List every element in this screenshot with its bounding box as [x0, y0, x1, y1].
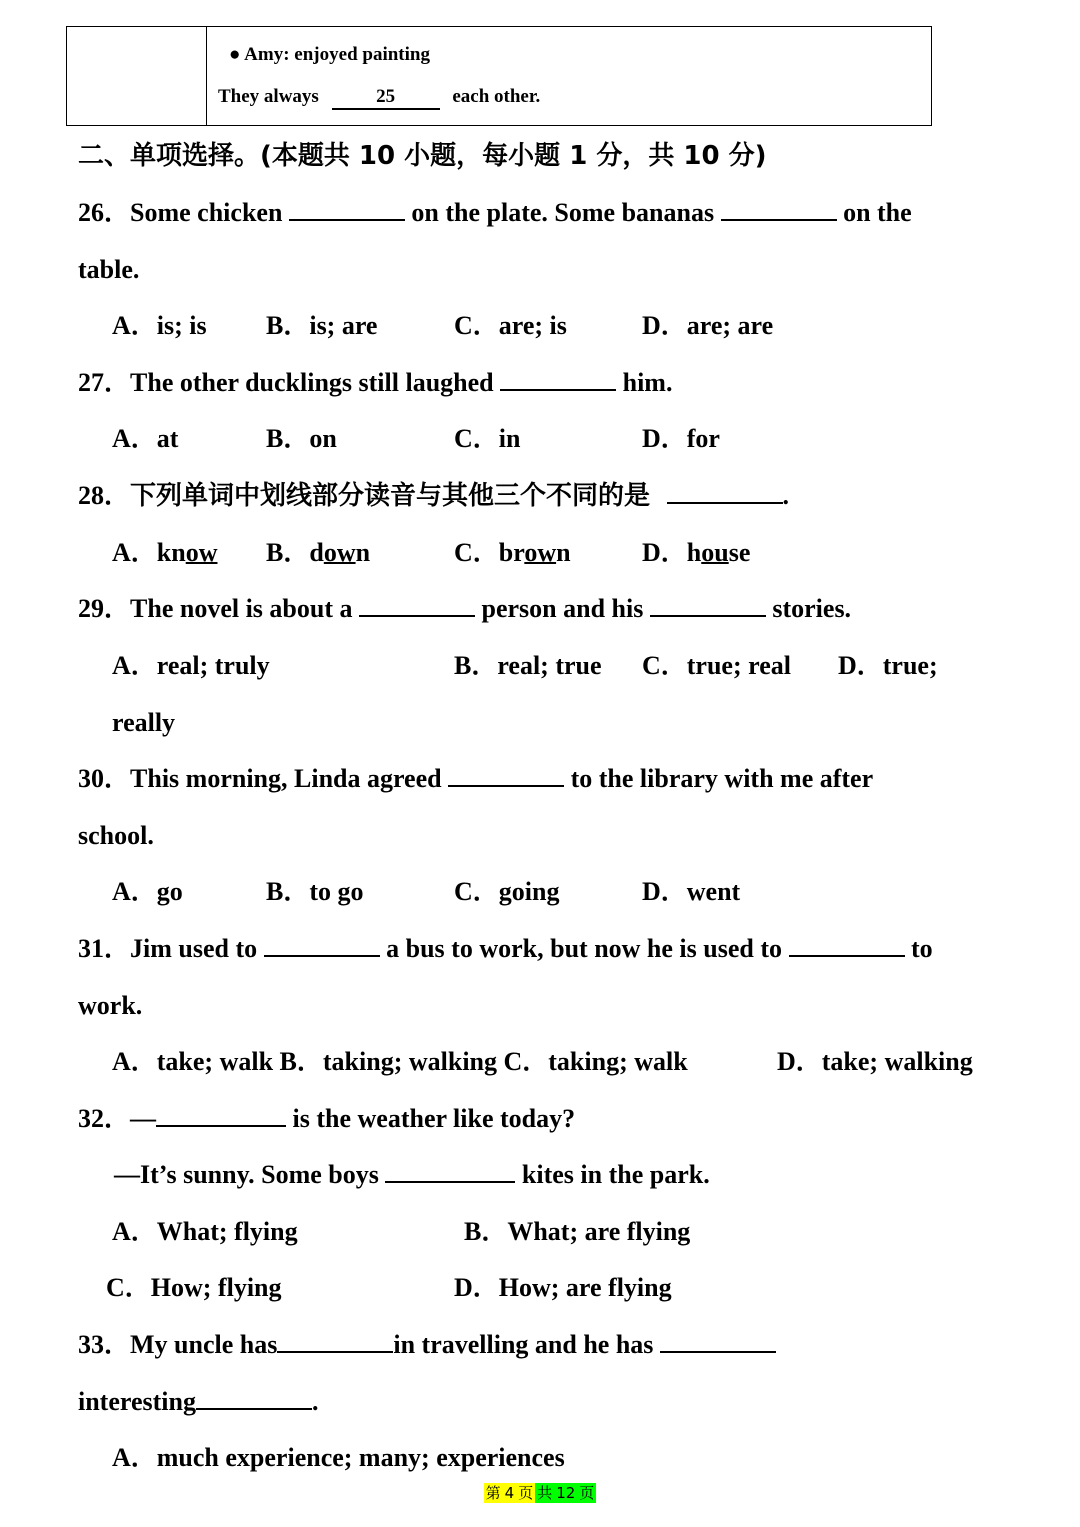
question-text: This morning, Linda agreed [130, 764, 442, 793]
word-part: se [728, 538, 751, 567]
question-text: The other ducklings still laughed [130, 368, 494, 397]
answer-blank [196, 1386, 312, 1410]
answer-blank [650, 593, 766, 617]
question-29 [78, 593, 851, 625]
option-label: C． [454, 538, 499, 567]
reply-text: —It’s sunny. Some boys [114, 1160, 379, 1189]
question-number: 26． [78, 198, 131, 227]
table-blank-25 [332, 86, 440, 110]
question-text: a bus to work, but now he is used to [386, 934, 783, 963]
answer-table [66, 26, 932, 126]
question-text: is the weather like today? [292, 1104, 576, 1133]
question-33 [78, 1329, 776, 1361]
question-number: 30． [78, 764, 131, 793]
option-30-c: C．going [454, 877, 560, 906]
question-text: . [782, 481, 790, 510]
question-30-cont: school. [78, 821, 154, 850]
question-text: in travelling and he has [393, 1330, 654, 1359]
question-33-cont [78, 1386, 318, 1418]
option-32-d: D．How; are flying [454, 1273, 672, 1302]
question-text: person and his [481, 594, 644, 623]
question-number: 28． [78, 481, 131, 510]
option-27-c: C．in [454, 424, 521, 453]
option-label: B． [266, 538, 310, 567]
word-part: br [498, 538, 525, 567]
question-26 [78, 197, 912, 229]
question-number: 33． [78, 1330, 131, 1359]
option-30-b: B．to go [266, 877, 364, 906]
option-29-b: B．real; true [454, 651, 602, 680]
option-29-d: D．true; [838, 651, 938, 680]
question-text: My uncle has [130, 1330, 278, 1359]
option-26-b: B．is; are [266, 311, 378, 340]
answer-blank [667, 480, 783, 504]
footer-di: 第 [485, 1484, 501, 1502]
question-text: Jim used to [130, 934, 258, 963]
underlined-part: ow [185, 538, 218, 567]
option-26-c: C．are; is [454, 311, 567, 340]
question-text: . [311, 1387, 319, 1416]
question-number: 29． [78, 594, 131, 623]
question-text: on the plate. Some bananas [411, 198, 715, 227]
dash: — [130, 1104, 157, 1133]
option-29-c: C．true; real [642, 651, 791, 680]
word-part: d [309, 538, 324, 567]
option-29-a: A．real; truly [112, 651, 270, 680]
option-30-d: D．went [642, 877, 741, 906]
question-26-cont: table. [78, 255, 140, 284]
option-32-b: B．What; are flying [464, 1217, 691, 1246]
question-text: stories. [772, 594, 852, 623]
answer-blank [500, 367, 616, 391]
word-part: kn [156, 538, 186, 567]
option-27-d: D．for [642, 424, 720, 453]
answer-blank [359, 593, 475, 617]
answer-blank [660, 1329, 776, 1353]
table-sentence-pre: They always [218, 86, 319, 107]
footer-ye2: 页 [579, 1484, 595, 1502]
answer-blank [448, 763, 564, 787]
word-part: n [556, 538, 571, 567]
question-number: 27． [78, 368, 131, 397]
question-text: to [911, 934, 933, 963]
option-28-c [454, 537, 571, 569]
question-32 [78, 1103, 575, 1135]
word-part: n [355, 538, 371, 567]
question-text: The novel is about a [130, 594, 353, 623]
option-28-b [266, 537, 370, 569]
question-31-cont: work. [78, 991, 143, 1020]
reply-text: kites in the park. [521, 1160, 710, 1189]
answer-blank [289, 197, 405, 221]
answer-blank [264, 933, 380, 957]
question-text: to the library with me after [570, 764, 874, 793]
option-label: A． [112, 538, 157, 567]
question-31 [78, 933, 933, 965]
table-sentence-post: each other. [452, 86, 541, 107]
answer-blank [789, 933, 905, 957]
question-28 [78, 480, 789, 512]
footer-page-number: 4 [504, 1484, 515, 1502]
options-31-abc: A．take; walk B．taking; walking C．taking; walk [112, 1047, 688, 1076]
question-32-reply [114, 1159, 710, 1191]
option-31-d: D．take; walking [777, 1047, 973, 1076]
question-number: 32． [78, 1104, 131, 1133]
table-divider [206, 27, 207, 125]
question-text: 下列单词中划线部分读音与其他三个不同的是 [130, 481, 651, 511]
option-32-c: C．How; flying [106, 1273, 282, 1302]
underlined-part: ou [701, 538, 729, 567]
option-27-b: B．on [266, 424, 337, 453]
answer-blank [156, 1103, 286, 1127]
answer-blank [721, 197, 837, 221]
answer-blank [385, 1159, 515, 1183]
answer-blank [277, 1329, 393, 1353]
option-33-a: A．much experience; many; experiences [112, 1443, 565, 1472]
question-number: 31． [78, 934, 131, 963]
question-text: interesting [78, 1387, 196, 1416]
underlined-part: ow [323, 538, 356, 567]
underlined-part: ow [524, 538, 557, 567]
blank-number: 25 [376, 86, 396, 107]
question-30 [78, 763, 873, 795]
word-part: h [686, 538, 702, 567]
option-26-a: A．is; is [112, 311, 207, 340]
question-text: him. [622, 368, 673, 397]
table-sentence [218, 86, 540, 110]
question-text: on the [843, 198, 912, 227]
option-29-d-cont: really [112, 708, 176, 737]
option-label: D． [642, 538, 687, 567]
option-27-a: A．at [112, 424, 179, 453]
footer-total-pages: 12 [556, 1484, 576, 1502]
question-27 [78, 367, 672, 399]
section-title: 二、单项选择。(本题共 10 小题，每小题 1 分，共 10 分) [78, 141, 767, 171]
question-text: Some chicken [130, 198, 283, 227]
option-28-d [642, 537, 750, 569]
option-32-a: A．What; flying [112, 1217, 298, 1246]
table-bullet-line: ● Amy: enjoyed painting [229, 44, 430, 65]
footer-ye: 页 [518, 1484, 534, 1502]
option-30-a: A．go [112, 877, 183, 906]
page-footer [0, 1482, 1080, 1503]
option-28-a [112, 537, 217, 569]
option-26-d: D．are; are [642, 311, 774, 340]
footer-gong: 共 [537, 1484, 553, 1502]
